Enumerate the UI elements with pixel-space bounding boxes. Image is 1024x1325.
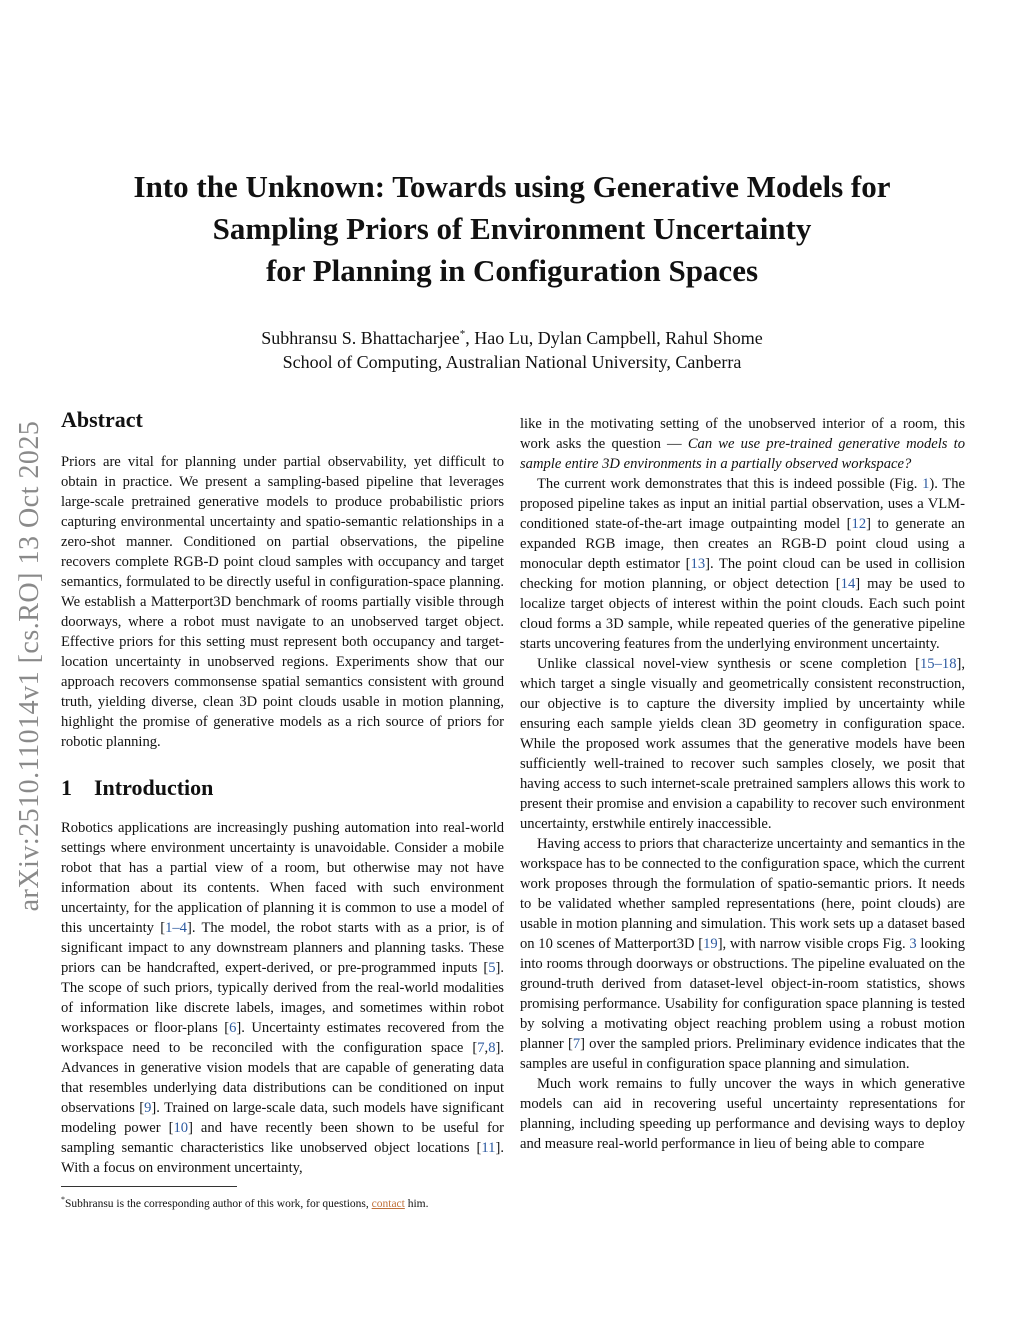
first-author: Subhransu S. Bhattacharjee [261, 328, 460, 348]
title-line-2: Sampling Priors of Environment Uncertainty [212, 211, 812, 246]
text-run: Robotics applications are increasingly pushing automation into real-world settings where environment uncertainty is unavoidable. Consider a mobile robot that has a partial view of a room, but otherwise may not have information about its contents. When faced with such environment uncertainty, for the application of planning it is common to use a model of this uncertainty [ [61, 820, 504, 936]
paper-title [60, 166, 964, 292]
text-run: , [484, 1040, 489, 1056]
arxiv-side-stamp [10, 372, 50, 960]
arxiv-identifier: arXiv:2510.11014v1 [cs.RO] 13 Oct 2025 [14, 420, 45, 912]
citation-link[interactable]: 11 [481, 1140, 496, 1156]
left-column [61, 404, 504, 1178]
intro-paragraph-2 [520, 474, 965, 654]
introduction-heading [61, 772, 504, 804]
citation-link[interactable]: 12 [851, 516, 867, 532]
citation-link[interactable]: 1–4 [165, 920, 187, 936]
citation-link[interactable]: 9 [144, 1100, 152, 1116]
text-run: ]. Advances in generative vision models that are capable of generating data that resembles underlying data distributions can be conditioned on input observations [ [61, 1040, 504, 1116]
right-column [520, 414, 965, 1154]
corresponding-mark: * [459, 328, 466, 340]
affiliation: School of Computing, Australian National University, Canberra [282, 352, 742, 372]
title-line-1: Into the Unknown: Towards using Generative Models for [133, 169, 891, 204]
footnote [61, 1192, 661, 1212]
figure-link[interactable]: 3 [909, 936, 917, 952]
author-block [60, 322, 964, 374]
text-run: ], which target a single visually and geometrically consistent reconstruction, our objective is to capture the diversity implied by uncertainty while ensuring each sample yields clean 3D geometry in configuration space. While the proposed work assumes that the generative models have been sufficiently well-trained to recover such samples closely, we posit that having access to such internet-scale pretrained samplers allows this work to present their promise and envision a capability to recover such environment uncertainty, erstwhile entirely inaccessible. [520, 656, 965, 832]
section-number: 1 [61, 775, 72, 800]
footnote-text-end: him. [404, 1197, 429, 1210]
text-run: ]. The model, the robot starts with as a prior, is of significant impact to any downstream planners and planning tasks. These priors can be handcrafted, expert-derived, or pre-programmed inputs [ [61, 920, 504, 976]
intro-paragraph-3 [520, 654, 965, 834]
intro-paragraph-4 [520, 834, 965, 1074]
citation-link[interactable]: 7 [477, 1040, 485, 1056]
text-run: ). The proposed pipeline takes as input an initial partial observation, uses a VLM-conditioned state-of-the-art image outpainting model [ [520, 476, 965, 532]
text-run: ] and have recently been shown to be useful for sampling semantic characteristics like unobserved object locations [ [61, 1120, 504, 1156]
text-run: ]. Uncertainty estimates recovered from the workspace need to be reconciled with the configuration space [ [61, 1020, 504, 1056]
citation-link[interactable]: 15–18 [920, 656, 957, 672]
text-run: Having access to priors that characterize uncertainty and semantics in the workspace has to be connected to the configuration space, which the current work proposes through the formulation of spatio-semantic priors. It needs to be validated whether sampled representations (here, point clouds) are usable in motion planning and simulation. This work sets up a dataset based on 10 scenes of Matterport3D [ [520, 836, 965, 952]
text-run: The current work demonstrates that this is indeed possible (Fig. [537, 476, 923, 492]
text-run: Much work remains to fully uncover the ways in which generative models can aid in recovering useful uncertainty representations for planning, including speeding up performance and devising ways to deploy and measure real-world performance in lieu of being able to compare [520, 1076, 965, 1152]
figure-link[interactable]: 1 [922, 476, 930, 492]
text-run: ]. The point cloud can be used in collision checking for motion planning, or object detection [ [520, 556, 965, 592]
citation-link[interactable]: 7 [572, 1036, 581, 1052]
abstract-heading: Abstract [61, 407, 143, 432]
footnote-text: Subhransu is the corresponding author of this work, for questions, [65, 1197, 372, 1210]
section-title: Introduction [94, 775, 214, 800]
footnote-divider [61, 1186, 237, 1187]
text-run: ] to generate an expanded RGB image, then creates an RGB-D point cloud using a monocular depth estimator [ [520, 516, 965, 572]
citation-link[interactable]: 14 [840, 576, 856, 592]
intro-paragraph-5 [520, 1074, 965, 1154]
citation-link[interactable]: 10 [173, 1120, 189, 1136]
text-run: ], with narrow visible crops Fig. [717, 936, 910, 952]
text-run: looking into rooms through doorways or obstructions. The pipeline evaluated on the ground-truth derived from dataset-level object-in-room statistics, shows promising performance. Usability for configuration space planning is tested by solving a motivating object reaching problem using a robust motion planner [ [520, 936, 965, 1052]
text-run: ] may be used to localize target objects of interest within the point clouds. Each such point cloud forms a 3D sample, while repeated queries of the generative pipeline starts uncovering features from the underlying environment uncertainty. [520, 576, 965, 652]
other-authors: , Hao Lu, Dylan Campbell, Rahul Shome [465, 328, 763, 348]
citation-link[interactable]: 5 [488, 960, 496, 976]
abstract-text: Priors are vital for planning under partial observability, yet difficult to obtain in practice. We present a sampling-based pipeline that leverages large-scale pretrained generative models to produce probabilistic priors capturing environmental uncertainty and spatio-semantic relationships in a zero-shot manner. Conditioned on partial observations, the pipeline recovers complete RGB-D point cloud samples with occupancy and target semantics, formulated to be directly useful in configuration-space planning. We establish a Matterport3D benchmark of rooms partially visible through doorways, where a robot must navigate to an unobserved target object. Effective priors for this setting must represent both occupancy and target-location uncertainty in unobserved regions. Experiments show that our approach recovers commonsense spatial semantics consistent with ground truth, yielding diverse, clean 3D point clouds usable in motion planning, highlight the promise of generative models as a rich source of priors for robotic planning. [61, 454, 504, 750]
contact-link[interactable]: contact [371, 1197, 405, 1210]
author-list [60, 322, 964, 350]
citation-link[interactable]: 19 [703, 936, 718, 952]
text-run: ]. Trained on large-scale data, such models have significant modeling power [ [61, 1100, 504, 1136]
text-run: ]. With a focus on environment uncertainty, [61, 1140, 504, 1176]
text-run: ] over the sampled priors. Preliminary evidence indicates that the samples are useful in configuration space planning and simulation. [520, 1036, 965, 1072]
footnote-mark: * [61, 1195, 65, 1204]
citation-link[interactable]: 13 [690, 556, 706, 572]
citation-link[interactable]: 6 [229, 1020, 237, 1036]
text-run: like in the motivating setting of the unobserved interior of a room, this work asks the question — [520, 416, 965, 452]
intro-paragraph-1 [61, 818, 504, 1178]
intro-paragraph-1-continued [520, 414, 965, 474]
text-run: ]. The scope of such priors, typically derived from the real-world modalities of information like discrete labels, images, and sometimes within robot workspaces or floor-plans [ [61, 960, 504, 1036]
citation-link[interactable]: 8 [488, 1040, 496, 1056]
text-run: Unlike classical novel-view synthesis or scene completion [ [537, 656, 920, 672]
research-question: Can we use pre-trained generative models to sample entire 3D environments in a partially observed workspace? [520, 436, 965, 472]
title-line-3: for Planning in Configuration Spaces [265, 253, 759, 288]
